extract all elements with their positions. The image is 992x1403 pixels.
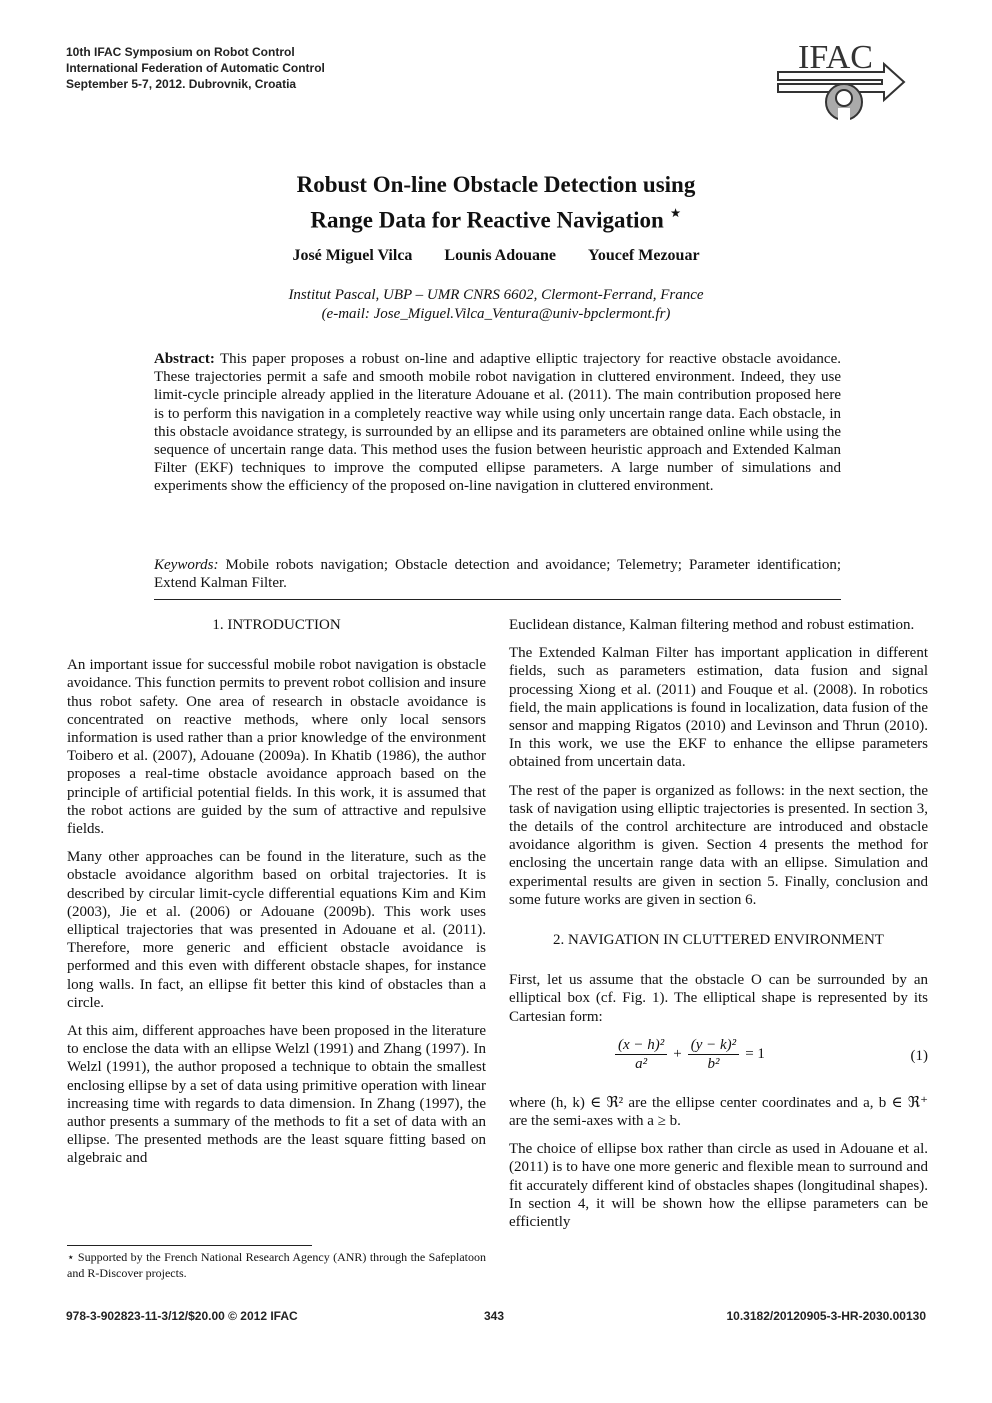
header-line-2: International Federation of Automatic Control — [66, 61, 325, 75]
section-heading: 2. NAVIGATION IN CLUTTERED ENVIRONMENT — [553, 932, 884, 949]
paragraph: The choice of ellipse box rather than circle as used in Adouane et al. (2011) is to have one more generic and flexible mean to surround and fit accurately different kind of obstacles shapes (longitudinal shapes). In section 4, it will be shown how the ellipse parameters can be efficiently — [509, 1141, 928, 1231]
footer-doi: 10.3182/20120905-3-HR-2030.00130 — [726, 1309, 926, 1323]
paragraph: An important issue for successful mobile robot navigation is obstacle avoidance. This function permits to prevent robot collision and insure thus robot safety. One area of research in obstacle avoidance is concentrated on reactive methods, where only local sensors information is used rather than a prior knowledge of the environment Toibero et al. (2007), Adouane (2009a). In Khatib (1986), the author proposes a real-time obstacle avoidance approach based on the principle of artificial potential fields. In this work, it is assumed that the robot actions are guided by the sum of attractive and repulsive fields. — [67, 657, 486, 838]
author: Youcef Mezouar — [588, 247, 700, 264]
abstract-label: Abstract: — [154, 351, 215, 367]
equals-one: = 1 — [745, 1046, 765, 1063]
numerator: (y − k)² — [688, 1036, 739, 1055]
header-line-3: September 5-7, 2012. Dubrovnik, Croatia — [66, 77, 297, 91]
numerator: (x − h)² — [615, 1036, 667, 1055]
author: José Miguel Vilca — [292, 247, 413, 264]
denominator: a² — [635, 1056, 648, 1073]
equation-number: (1) — [910, 1047, 928, 1064]
right-column — [509, 616, 928, 1241]
abstract-divider — [154, 599, 841, 600]
paragraph: The rest of the paper is organized as follows: in the next section, the task of navigation using elliptic trajectories is presented. In section 3, the details of the control architecture are introduced and obstacle avoidance algorithm is given. Section 4 presents the method for enclosing the uncertain range data with an ellipse. Simulation and experimental results are given in section 5. Finally, conclusion and some future works are given in section 6. — [509, 782, 928, 908]
equation-1 — [509, 1034, 928, 1084]
paragraph: The Extended Kalman Filter has important application in different fields, such as parameters estimation, data fusion and signal processing Xiong et al. (2011) and Fouque et al. (2008). In robotics field, the main applications is found in localization, data fusion of the sensor and mapping Rigatos (2010) and Levinson and Thrun (2010). In this work, we use the EKF to enhance the ellipse parameters obtained from uncertain data. — [509, 645, 928, 771]
page-number: 343 — [484, 1309, 505, 1323]
section-heading: 1. INTRODUCTION — [212, 617, 341, 633]
keywords-label: Keywords: — [154, 557, 219, 573]
footnote: ⋆ Supported by the French National Research Agency (ANR) through the Safeplatoon and R-Discover projects. — [67, 1250, 486, 1280]
header-line-1: 10th IFAC Symposium on Robot Control — [66, 45, 295, 59]
title-line-1: Robust On-line Obstacle Detection using — [296, 172, 696, 197]
keywords-text: Mobile robots navigation; Obstacle detection and avoidance; Telemetry; Parameter identification; Extend Kalman Filter. — [154, 557, 841, 592]
author: Lounis Adouane — [444, 247, 557, 264]
denominator: b² — [707, 1056, 720, 1073]
paragraph: where (h, k) ∈ ℜ² are the ellipse center coordinates and a, b ∈ ℜ⁺ are the semi-axes with a ≥ b. — [509, 1094, 928, 1130]
author-list — [0, 247, 992, 265]
affiliation — [0, 286, 992, 324]
ifac-logo-text: IFAC — [798, 39, 873, 76]
footer-isbn: 978-3-902823-11-3/12/$20.00 © 2012 IFAC — [66, 1309, 298, 1323]
paragraph: At this aim, different approaches have been proposed in the literature to enclose the data with an ellipse Welzl (1991) and Zhang (1997). In Welzl (1991), the author proposed a technique to obtain the smallest enclosing ellipse by a set of data using primitive operation with linear increasing time with regards to data dimension. In Zhang (1997), the author presents a summary of the methods to fit a set of data with an ellipse. The presented methods are the least square fitting based on algebraic and — [67, 1023, 486, 1167]
abstract — [154, 350, 841, 496]
paragraph: First, let us assume that the obstacle O can be surrounded by an elliptical box (cf. Fig. 1). The elliptical shape is represented by its Cartesian form: — [509, 972, 928, 1025]
keywords — [154, 556, 841, 592]
title-line-2: Range Data for Reactive Navigation ⋆ — [310, 203, 682, 233]
affiliation-email: (e-mail: Jose_Miguel.Vilca_Ventura@univ-bpclermont.fr) — [321, 306, 671, 322]
paragraph: Euclidean distance, Kalman filtering method and robust estimation. — [509, 617, 915, 633]
ellipse-formula — [615, 1036, 771, 1073]
paragraph: Many other approaches can be found in the literature, such as the obstacle avoidance algorithm based on orbital trajectories. It is described by circular limit-cycle differential equations Kim and Kim (2003), Jie et al. (2006) or Adouane (2009b). This work uses elliptical trajectories that was presented in Adouane et al. (2011). Therefore, more generic and efficient obstacle avoidance is performed and this even with different obstacle shapes, for instance long walls. In fact, an ellipse fit better this kind of obstacles than a circle. — [67, 849, 486, 1011]
affiliation-line: Institut Pascal, UBP – UMR CNRS 6602, Clermont-Ferrand, France — [288, 287, 704, 303]
fraction — [615, 1036, 667, 1073]
left-column — [67, 616, 486, 1178]
conference-header — [66, 44, 325, 92]
ifac-logo — [772, 38, 912, 128]
footnote-divider — [67, 1245, 312, 1246]
paper-title — [0, 170, 992, 235]
title-footnote-star: ⋆ — [669, 203, 682, 224]
plus-operator: + — [673, 1046, 682, 1063]
fraction — [688, 1036, 739, 1073]
abstract-text: This paper proposes a robust on-line and adaptive elliptic trajectory for reactive obstacle avoidance. These trajectories permit a safe and smooth mobile robot navigation in cluttered environment. Indeed, they use limit-cycle principle already applied in the literature Adouane et al. (2011). The main contribution proposed here is to perform this navigation in a completely reactive way while using only uncertain range data. Each obstacle, in this obstacle avoidance strategy, is surrounded by an ellipse and its parameters are obtained online while using the sequence of uncertain range data. This method uses the fusion between heuristic approach and Extended Kalman Filter (EKF) techniques to improve the computed ellipse parameters. A large number of simulations and experiments show the efficiency of the proposed on-line navigation in cluttered environment. — [154, 351, 841, 495]
